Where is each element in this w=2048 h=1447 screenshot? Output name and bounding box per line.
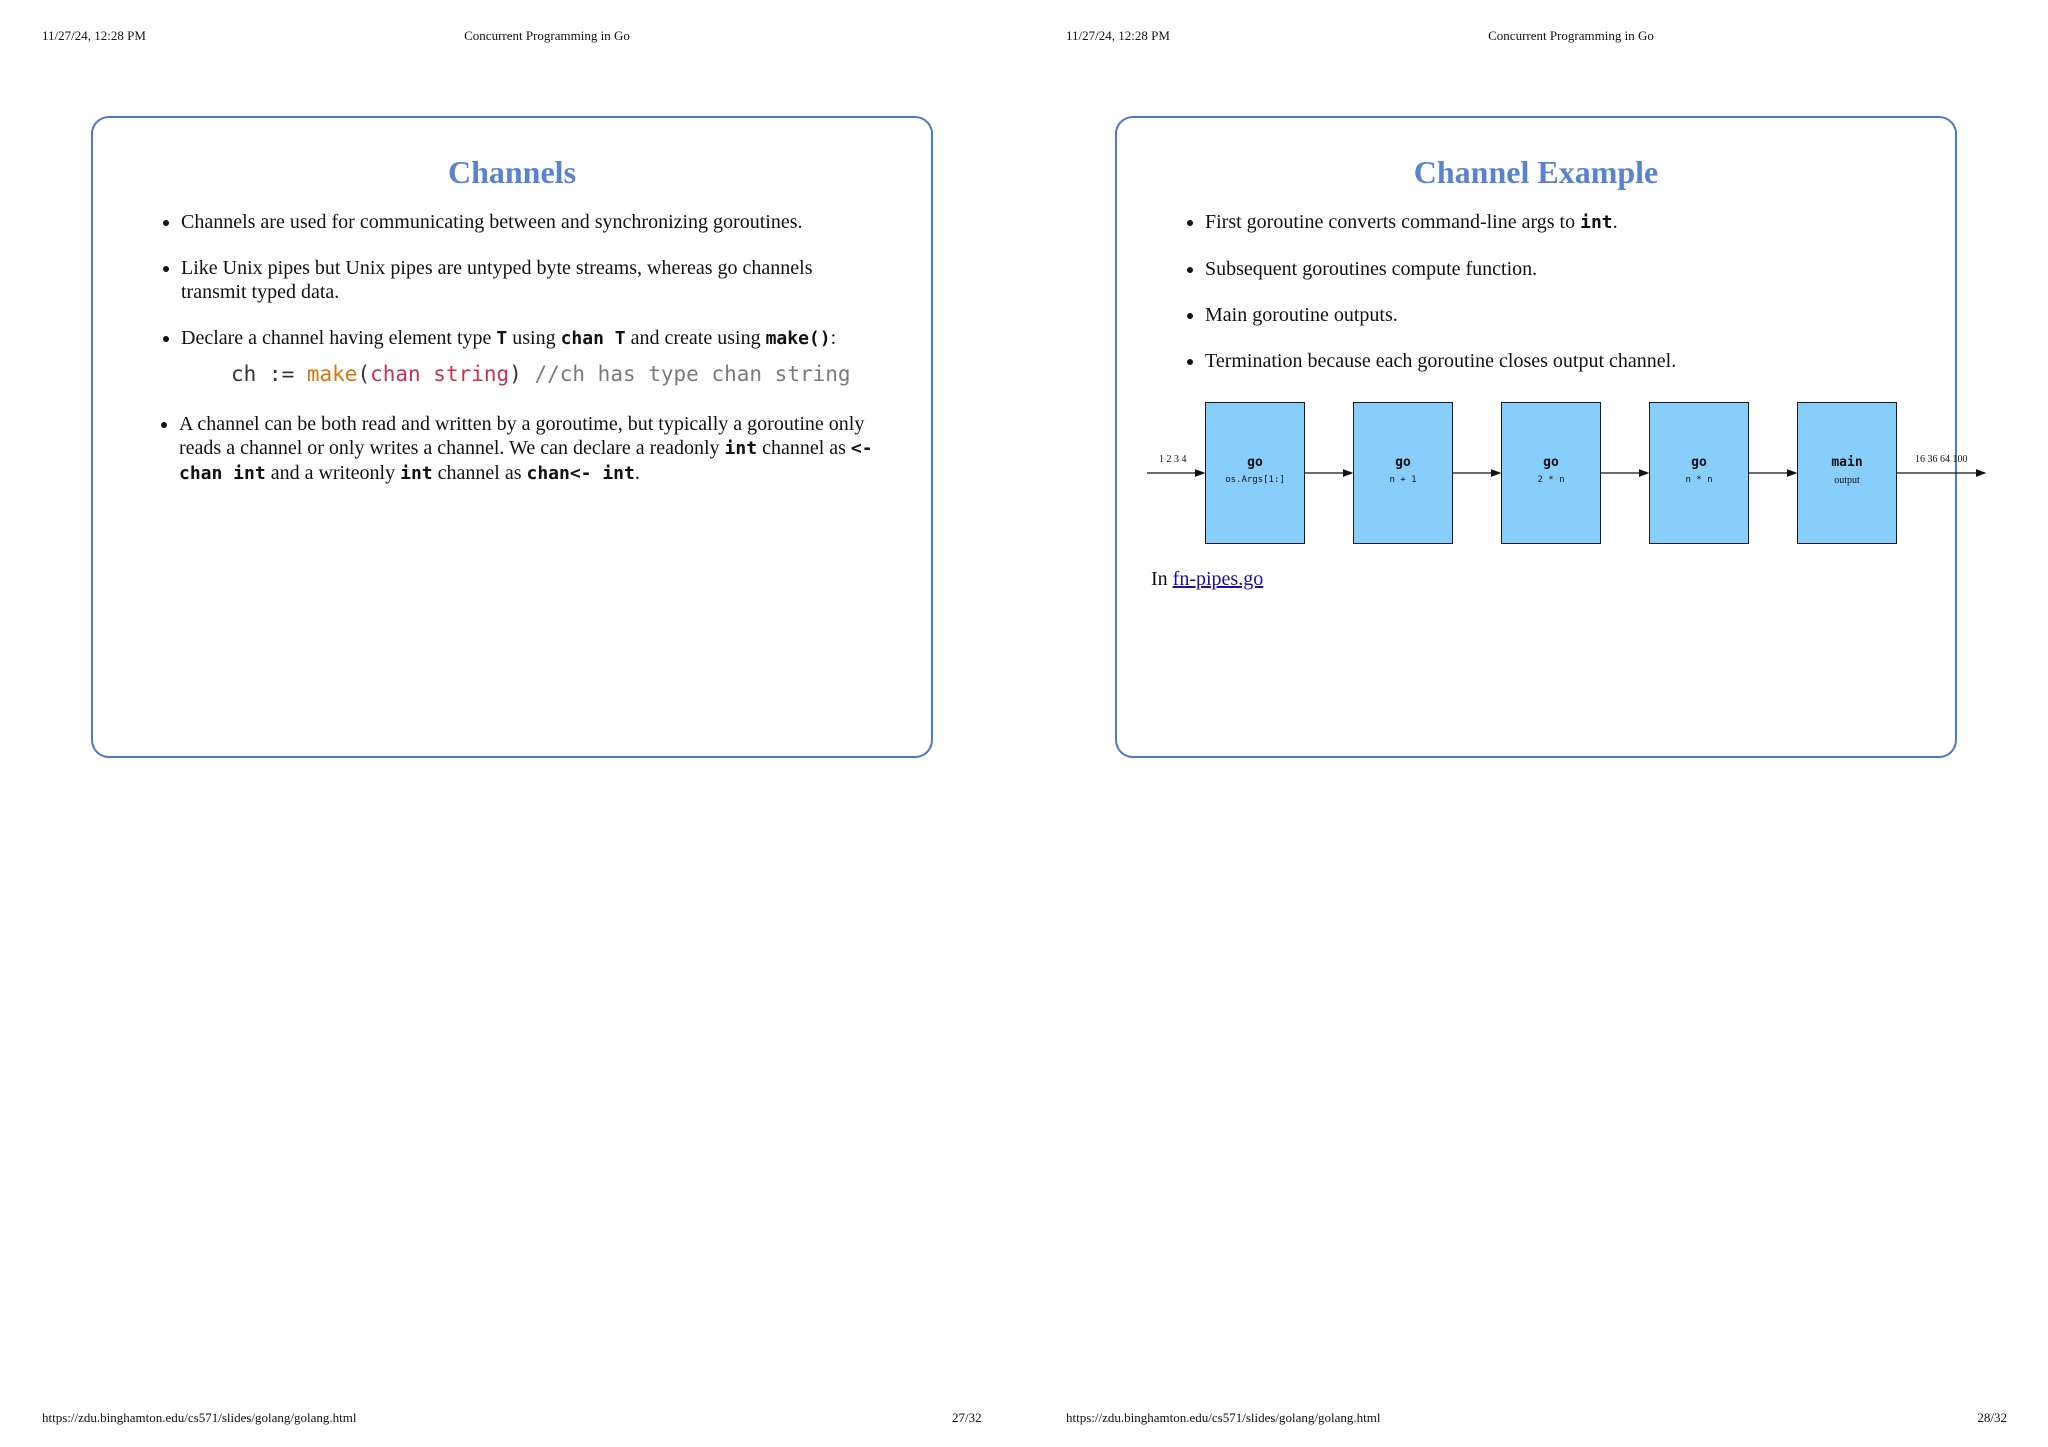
- right-page: [1024, 0, 2048, 1447]
- goroutine-box: [1353, 402, 1453, 544]
- bullet-text: Declare a channel having element type: [181, 327, 497, 349]
- inline-code: <-chan int: [179, 438, 873, 484]
- bullet-text: and a writeonly: [265, 462, 401, 484]
- inline-code: make(): [765, 328, 831, 349]
- bullet-item: [1205, 210, 1900, 235]
- footer-url: https://zdu.binghamton.edu/cs571/slides/golang/golang.html: [1066, 1410, 1381, 1425]
- bullet-text: channel as: [757, 437, 851, 459]
- box-title: go: [1395, 455, 1411, 470]
- code-token: ch :=: [231, 362, 307, 386]
- box-subtitle: output: [1834, 475, 1860, 486]
- bullet-text: Like Unix pipes but Unix pipes are untyped byte streams, whereas go channels transmit typed data.: [181, 257, 813, 303]
- bullet-text: and create using: [625, 327, 766, 349]
- box-title: go: [1543, 455, 1559, 470]
- input-label: 1 2 3 4: [1159, 454, 1187, 465]
- bullet-text: A channel can be both read and written by a goroutime, but typically a goroutine only reads a channel or only writes a channel. We can declare a readonly: [179, 413, 865, 459]
- bullet-list: [151, 412, 911, 486]
- box-subtitle: n + 1: [1389, 475, 1417, 485]
- box-subtitle: n * n: [1685, 475, 1713, 485]
- footer-url: https://zdu.binghamton.edu/cs571/slides/golang/golang.html: [42, 1410, 357, 1425]
- bullet-text: Main goroutine outputs.: [1205, 304, 1398, 326]
- source-reference: [1151, 568, 1263, 591]
- inline-code: chan<- int: [526, 463, 635, 484]
- bullet-text: channel as: [432, 462, 527, 484]
- bullet-item: [1205, 303, 1900, 327]
- inline-code: chan T: [560, 328, 626, 349]
- source-file-link[interactable]: fn-pipes.go: [1172, 568, 1264, 590]
- bullet-text: Subsequent goroutines compute function.: [1205, 258, 1538, 280]
- goroutine-box: [1649, 402, 1749, 544]
- box-title: main: [1831, 455, 1863, 470]
- header-title: Concurrent Programming in Go: [1488, 28, 1654, 43]
- code-token: (: [357, 362, 371, 386]
- code-token-type: chan string: [370, 362, 510, 386]
- bullet-item: [179, 412, 911, 486]
- box-title: go: [1691, 455, 1707, 470]
- inline-code: int: [400, 463, 433, 484]
- code-token-fn: make: [306, 362, 358, 386]
- bullet-text: First goroutine converts command-line args to: [1205, 211, 1581, 233]
- bullet-list: [1177, 210, 1900, 395]
- footer-page-number: 28/32: [1977, 1410, 2007, 1425]
- bullet-text: using: [507, 327, 561, 349]
- source-prefix: In: [1151, 568, 1173, 590]
- bullet-list: [153, 210, 876, 373]
- code-line: [231, 362, 911, 386]
- pipeline-diagram: [1147, 394, 1987, 546]
- goroutine-box: [1205, 402, 1305, 544]
- goroutine-box: [1501, 402, 1601, 544]
- bullet-item: [1205, 257, 1900, 281]
- bullet-text: .: [1612, 211, 1618, 233]
- header-date: 11/27/24, 12:28 PM: [42, 28, 146, 43]
- header-title: Concurrent Programming in Go: [464, 28, 630, 43]
- header-date: 11/27/24, 12:28 PM: [1066, 28, 1170, 43]
- slide-channel-example: [1115, 116, 1968, 758]
- footer-page-number: 27/32: [952, 1410, 982, 1425]
- bullet-item: [181, 256, 876, 304]
- box-subtitle: 2 * n: [1537, 475, 1565, 485]
- inline-code: int: [724, 438, 758, 459]
- bullet-text: .: [634, 462, 640, 484]
- bullet-text: :: [830, 327, 837, 349]
- inline-code: T: [496, 328, 508, 349]
- main-box: [1797, 402, 1897, 544]
- output-label: 16 36 64 100: [1915, 454, 1968, 465]
- code-comment: //ch has type chan string: [534, 362, 851, 386]
- bullet-item: [181, 210, 876, 234]
- slide-title: Channel Example: [1413, 154, 1659, 190]
- code-token: ): [509, 362, 535, 386]
- bullet-item: [1205, 349, 1900, 373]
- box-title: go: [1247, 455, 1263, 470]
- box-subtitle: os.Args[1:]: [1225, 475, 1285, 485]
- bullet-item: [181, 326, 876, 351]
- code-block: [151, 362, 911, 486]
- inline-code: int: [1580, 212, 1613, 233]
- bullet-text: Channels are used for communicating between and synchronizing goroutines.: [181, 211, 803, 233]
- slide-title: Channels: [447, 154, 577, 190]
- bullet-text: Termination because each goroutine closes output channel.: [1205, 350, 1677, 372]
